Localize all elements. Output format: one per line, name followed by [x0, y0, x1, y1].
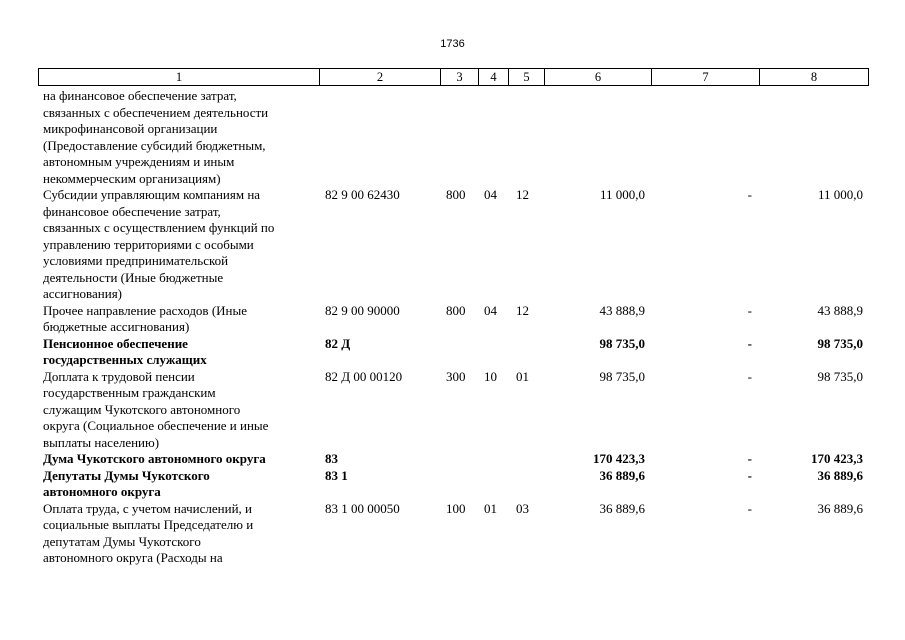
table-row — [0, 336, 905, 369]
row-name — [43, 187, 313, 303]
row-code: 83 1 — [325, 467, 348, 483]
row-name-line: автономного округа (Расходы на — [43, 550, 223, 565]
table-row — [0, 88, 905, 187]
row-code: 83 1 00 00050 — [325, 500, 400, 516]
row-name — [43, 303, 313, 336]
row-name-line: служащим Чукотского автономного — [43, 401, 241, 417]
row-expense-type: 300 — [446, 368, 466, 384]
table-row — [0, 451, 905, 468]
row-section: 04 — [484, 187, 497, 202]
row-expense-type: 100 — [446, 500, 466, 516]
row-name-line: микрофинансовой организации — [43, 121, 218, 136]
row-name-line: Прочее направление расходов (Иные — [43, 302, 248, 318]
row-section: 10 — [484, 368, 497, 384]
row-code: 82 Д 00 00120 — [325, 368, 403, 384]
row-total: 98 735,0 — [817, 368, 863, 384]
row-subsection: 12 — [516, 187, 529, 202]
row-total: 98 735,0 — [817, 335, 863, 351]
header-cell-3: 3 — [441, 69, 479, 85]
page-number: 1736 — [440, 38, 465, 50]
row-amount: 170 423,3 — [593, 451, 645, 466]
row-section: 01 — [484, 500, 497, 516]
header-cell-5: 5 — [509, 69, 545, 85]
row-expense-type: 800 — [446, 187, 466, 202]
row-amount: 43 888,9 — [599, 302, 645, 318]
row-name — [43, 468, 313, 501]
row-amount: 98 735,0 — [599, 335, 645, 351]
table-row — [0, 187, 905, 303]
row-name-line: выплаты населению) — [43, 434, 160, 450]
row-subsection: 03 — [516, 500, 529, 516]
row-name-line: связанных с осуществлением функций по — [43, 220, 275, 235]
row-name — [43, 451, 313, 468]
row-change: - — [747, 302, 752, 318]
row-name-line: связанных с обеспечением деятельности — [43, 104, 269, 120]
row-total: 43 888,9 — [817, 302, 863, 318]
row-name-line: Субсидии управляющим компаниям на — [43, 187, 261, 202]
header-cell-1: 1 — [39, 69, 320, 85]
row-name-line: ассигнования) — [43, 286, 123, 301]
row-name-line: Доплата к трудовой пенсии — [43, 368, 195, 384]
row-name-line: автономным учреждениям и иным — [43, 154, 235, 169]
row-name-line: управлению территориями с особыми — [43, 236, 254, 252]
row-code: 82 Д — [325, 335, 351, 351]
row-total: 11 000,0 — [817, 187, 863, 202]
row-change: - — [747, 368, 752, 384]
table-header — [38, 68, 869, 86]
row-code: 83 — [325, 451, 338, 466]
row-name — [43, 336, 313, 369]
header-cell-6: 6 — [545, 69, 652, 85]
row-name — [43, 88, 313, 187]
row-name-line: Дума Чукотского автономного округа — [43, 451, 266, 466]
row-amount: 36 889,6 — [599, 467, 645, 483]
row-name-line: округа (Социальное обеспечение и иные — [43, 418, 269, 433]
header-cell-4: 4 — [479, 69, 509, 85]
table-body — [0, 88, 905, 567]
row-change: - — [747, 467, 752, 483]
row-change: - — [747, 451, 752, 466]
table-row — [0, 303, 905, 336]
row-name-line: Пенсионное обеспечение — [43, 335, 188, 351]
row-total: 36 889,6 — [817, 500, 863, 516]
row-name-line: государственных служащих — [43, 352, 207, 367]
row-amount: 36 889,6 — [599, 500, 645, 516]
table-row — [0, 369, 905, 452]
row-amount: 11 000,0 — [599, 187, 645, 202]
header-cell-2: 2 — [320, 69, 441, 85]
row-expense-type: 800 — [446, 302, 466, 318]
row-name-line: (Предоставление субсидий бюджетным, — [43, 137, 266, 153]
table-row — [0, 501, 905, 567]
header-cell-8: 8 — [760, 69, 869, 85]
row-amount: 98 735,0 — [599, 368, 645, 384]
row-name — [43, 369, 313, 452]
row-name-line: на финансовое обеспечение затрат, — [43, 88, 237, 103]
row-total: 170 423,3 — [811, 451, 863, 466]
row-change: - — [747, 335, 752, 351]
row-change: - — [747, 500, 752, 516]
row-name-line: бюджетные ассигнования) — [43, 319, 190, 334]
row-code: 82 9 00 62430 — [325, 187, 400, 202]
row-name-line: финансовое обеспечение затрат, — [43, 203, 221, 219]
row-name-line: Оплата труда, с учетом начислений, и — [43, 500, 252, 516]
row-name-line: Депутаты Думы Чукотского — [43, 467, 210, 483]
header-cell-7: 7 — [652, 69, 760, 85]
row-subsection: 12 — [516, 302, 529, 318]
row-name-line: деятельности (Иные бюджетные — [43, 269, 224, 285]
row-name-line: социальные выплаты Председателю и — [43, 517, 254, 532]
row-name-line: депутатам Думы Чукотского — [43, 533, 201, 549]
row-name-line: некоммерческим организациям) — [43, 170, 221, 186]
row-name-line: условиями предпринимательской — [43, 253, 229, 268]
row-name-line: автономного округа — [43, 484, 161, 499]
row-code: 82 9 00 90000 — [325, 302, 400, 318]
row-name-line: государственным гражданским — [43, 385, 216, 400]
row-section: 04 — [484, 302, 497, 318]
row-name — [43, 501, 313, 567]
table-row — [0, 468, 905, 501]
row-total: 36 889,6 — [817, 467, 863, 483]
row-subsection: 01 — [516, 368, 529, 384]
row-change: - — [747, 187, 752, 202]
